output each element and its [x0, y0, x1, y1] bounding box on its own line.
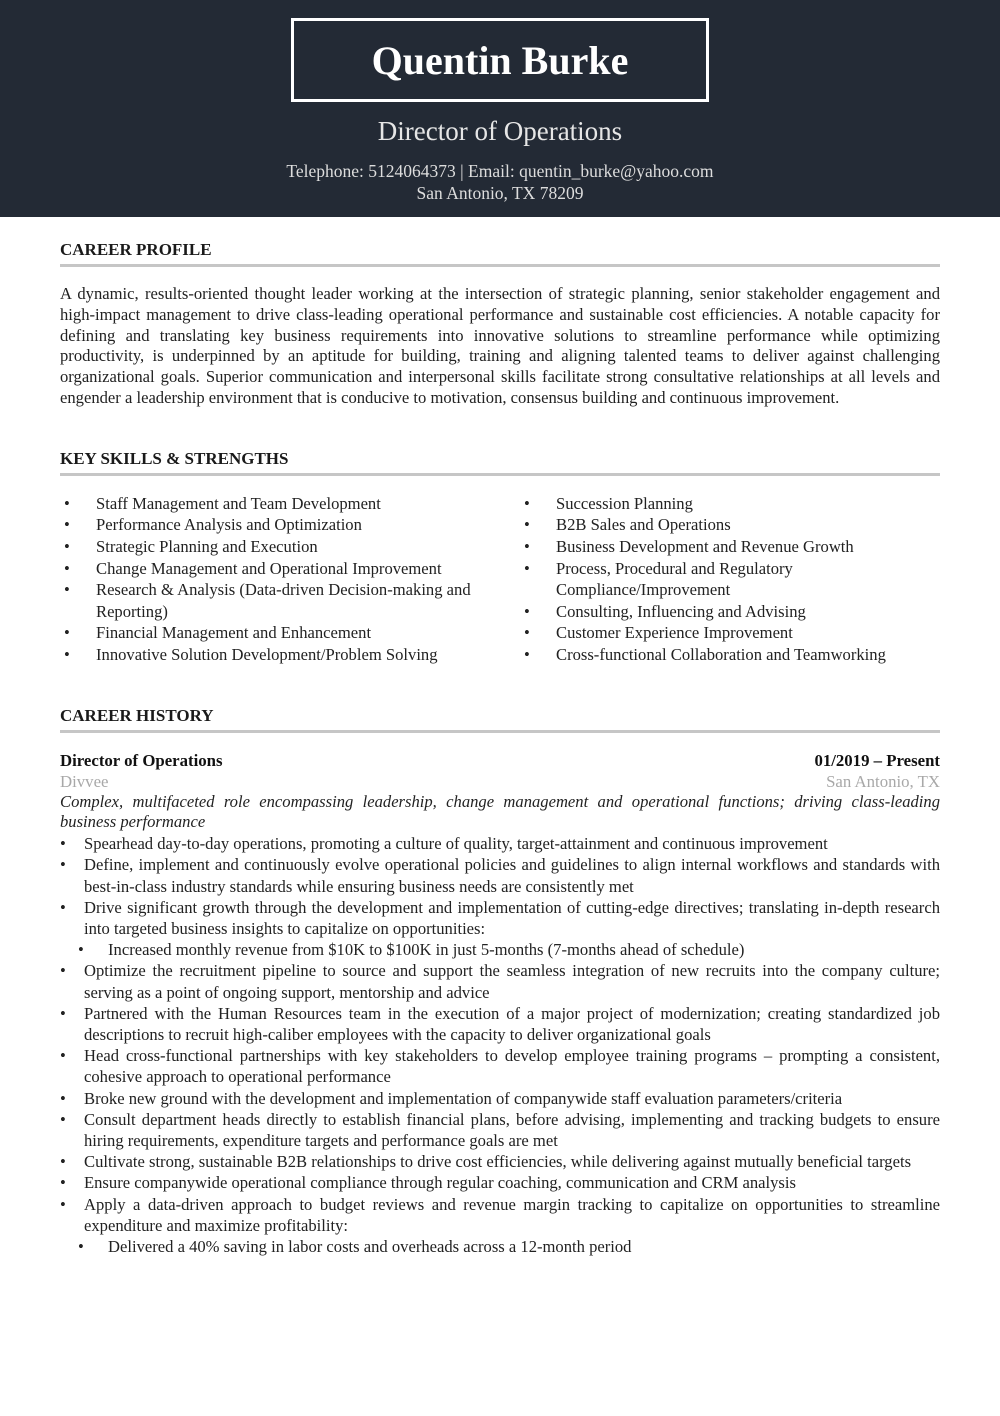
skill-item: • Business Development and Revenue Growth	[520, 536, 940, 558]
skill-item: • Financial Management and Enhancement	[60, 622, 520, 644]
skill-item: • Change Management and Operational Improvement	[60, 558, 520, 580]
location: San Antonio, TX 78209	[416, 183, 584, 203]
job-bullet: • Optimize the recruitment pipeline to source and support the seamless integration of new recruits into the company culture; serving as a point of ongoing support, mentorship and advice	[60, 960, 940, 1002]
section-heading-history: CAREER HISTORY	[60, 706, 940, 733]
job-header-row	[60, 750, 940, 771]
job-bullets	[60, 833, 940, 1257]
skill-item: • Strategic Planning and Execution	[60, 536, 520, 558]
section-heading-skills: KEY SKILLS & STRENGTHS	[60, 449, 940, 476]
job-bullet: • Partnered with the Human Resources team in the execution of a major project of modernization; creating standardized job descriptions to recruit high-caliber employees with the capacity to deliver organizational goals	[60, 1003, 940, 1045]
skill-item: • Succession Planning	[520, 493, 940, 515]
sub-bullet-wrapper	[60, 1236, 940, 1257]
job-bullet: • Ensure companywide operational compliance through regular coaching, communication and CRM analysis	[60, 1172, 940, 1193]
job-summary: Complex, multifaceted role encompassing leadership, change management and operational functions; driving class-leading business performance	[60, 791, 940, 832]
profile-text: A dynamic, results-oriented thought leader working at the intersection of strategic planning, senior stakeholder engagement and high-impact management to drive class-leading operational performance and sustainable cost efficiencies. A notable capacity for defining and translating key business requirements into innovative solutions to streamline performance while optimizing productivity, is underpinned by an aptitude for building, training and aligning talented teams to deliver against challenging organizational goals. Superior communication and interpersonal skills facilitate strong consultative relationships at all levels and engender a leadership environment that is conducive to motivation, consensus building and continuous improvement.	[60, 284, 940, 407]
skill-item: • Cross-functional Collaboration and Teamworking	[520, 644, 940, 666]
skills-column-2	[520, 493, 940, 666]
job-location: San Antonio, TX	[826, 771, 940, 791]
skill-item: • Innovative Solution Development/Problem Solving	[60, 644, 520, 666]
job-bullet: • Consult department heads directly to establish financial plans, before advising, implementing and tracking budgets to ensure hiring requirements, expenditure targets and performance goals are met	[60, 1109, 940, 1151]
job-bullet: • Define, implement and continuously evolve operational policies and guidelines to align internal workflows and standards with best-in-class industry standards while ensuring business needs are consistently met	[60, 854, 940, 896]
job-bullet: • Drive significant growth through the development and implementation of cutting-edge directives; translating in-depth research into targeted business insights to capitalize on opportunities:	[60, 897, 940, 939]
contact-info	[0, 160, 1000, 204]
sub-bullet-wrapper	[60, 939, 940, 960]
job-company: Divvee	[60, 771, 109, 791]
skill-item: • Research & Analysis (Data-driven Decision-making and Reporting)	[60, 579, 520, 622]
job-sub-bullet: • Increased monthly revenue from $10K to $100K in just 5-months (7-months ahead of schedule)	[108, 939, 940, 960]
skill-item: • Staff Management and Team Development	[60, 493, 520, 515]
job-dates: 01/2019 – Present	[814, 750, 940, 770]
job-position: Director of Operations	[60, 750, 223, 770]
job-bullet: • Head cross-functional partnerships with key stakeholders to develop employee training programs – prompting a consistent, cohesive approach to operational performance	[60, 1045, 940, 1087]
skills-column-1	[60, 493, 520, 666]
job-bullet: • Spearhead day-to-day operations, promoting a culture of quality, target-attainment and continuous improvement	[60, 833, 940, 854]
job-bullet: • Broke new ground with the development and implementation of companywide staff evaluation parameters/criteria	[60, 1088, 940, 1109]
skills-list	[60, 493, 940, 666]
candidate-name: Quentin Burke	[371, 37, 629, 83]
job-sub-bullets	[60, 1236, 940, 1257]
job-entry	[60, 750, 940, 1258]
job-bullet: • Apply a data-driven approach to budget reviews and revenue margin tracking to capitalize on opportunities to streamline expenditure and maximize profitability:	[60, 1194, 940, 1236]
name-box	[291, 18, 709, 102]
resume-body	[60, 240, 940, 1257]
skill-item: • Performance Analysis and Optimization	[60, 514, 520, 536]
job-title: Director of Operations	[377, 116, 623, 146]
job-sub-bullets	[60, 939, 940, 960]
contact-line: Telephone: 5124064373 | Email: quentin_burke@yahoo.com	[286, 161, 714, 181]
section-heading-profile: CAREER PROFILE	[60, 240, 940, 267]
job-bullet: • Cultivate strong, sustainable B2B relationships to drive cost efficiencies, while delivering against mutually beneficial targets	[60, 1151, 940, 1172]
skill-item: • Process, Procedural and Regulatory Compliance/Improvement	[520, 558, 940, 601]
skill-item: • Customer Experience Improvement	[520, 622, 940, 644]
resume-header	[0, 0, 1000, 217]
skill-item: • Consulting, Influencing and Advising	[520, 601, 940, 623]
job-sub-bullet: • Delivered a 40% saving in labor costs and overheads across a 12-month period	[108, 1236, 940, 1257]
skill-item: • B2B Sales and Operations	[520, 514, 940, 536]
job-company-row	[60, 771, 940, 792]
